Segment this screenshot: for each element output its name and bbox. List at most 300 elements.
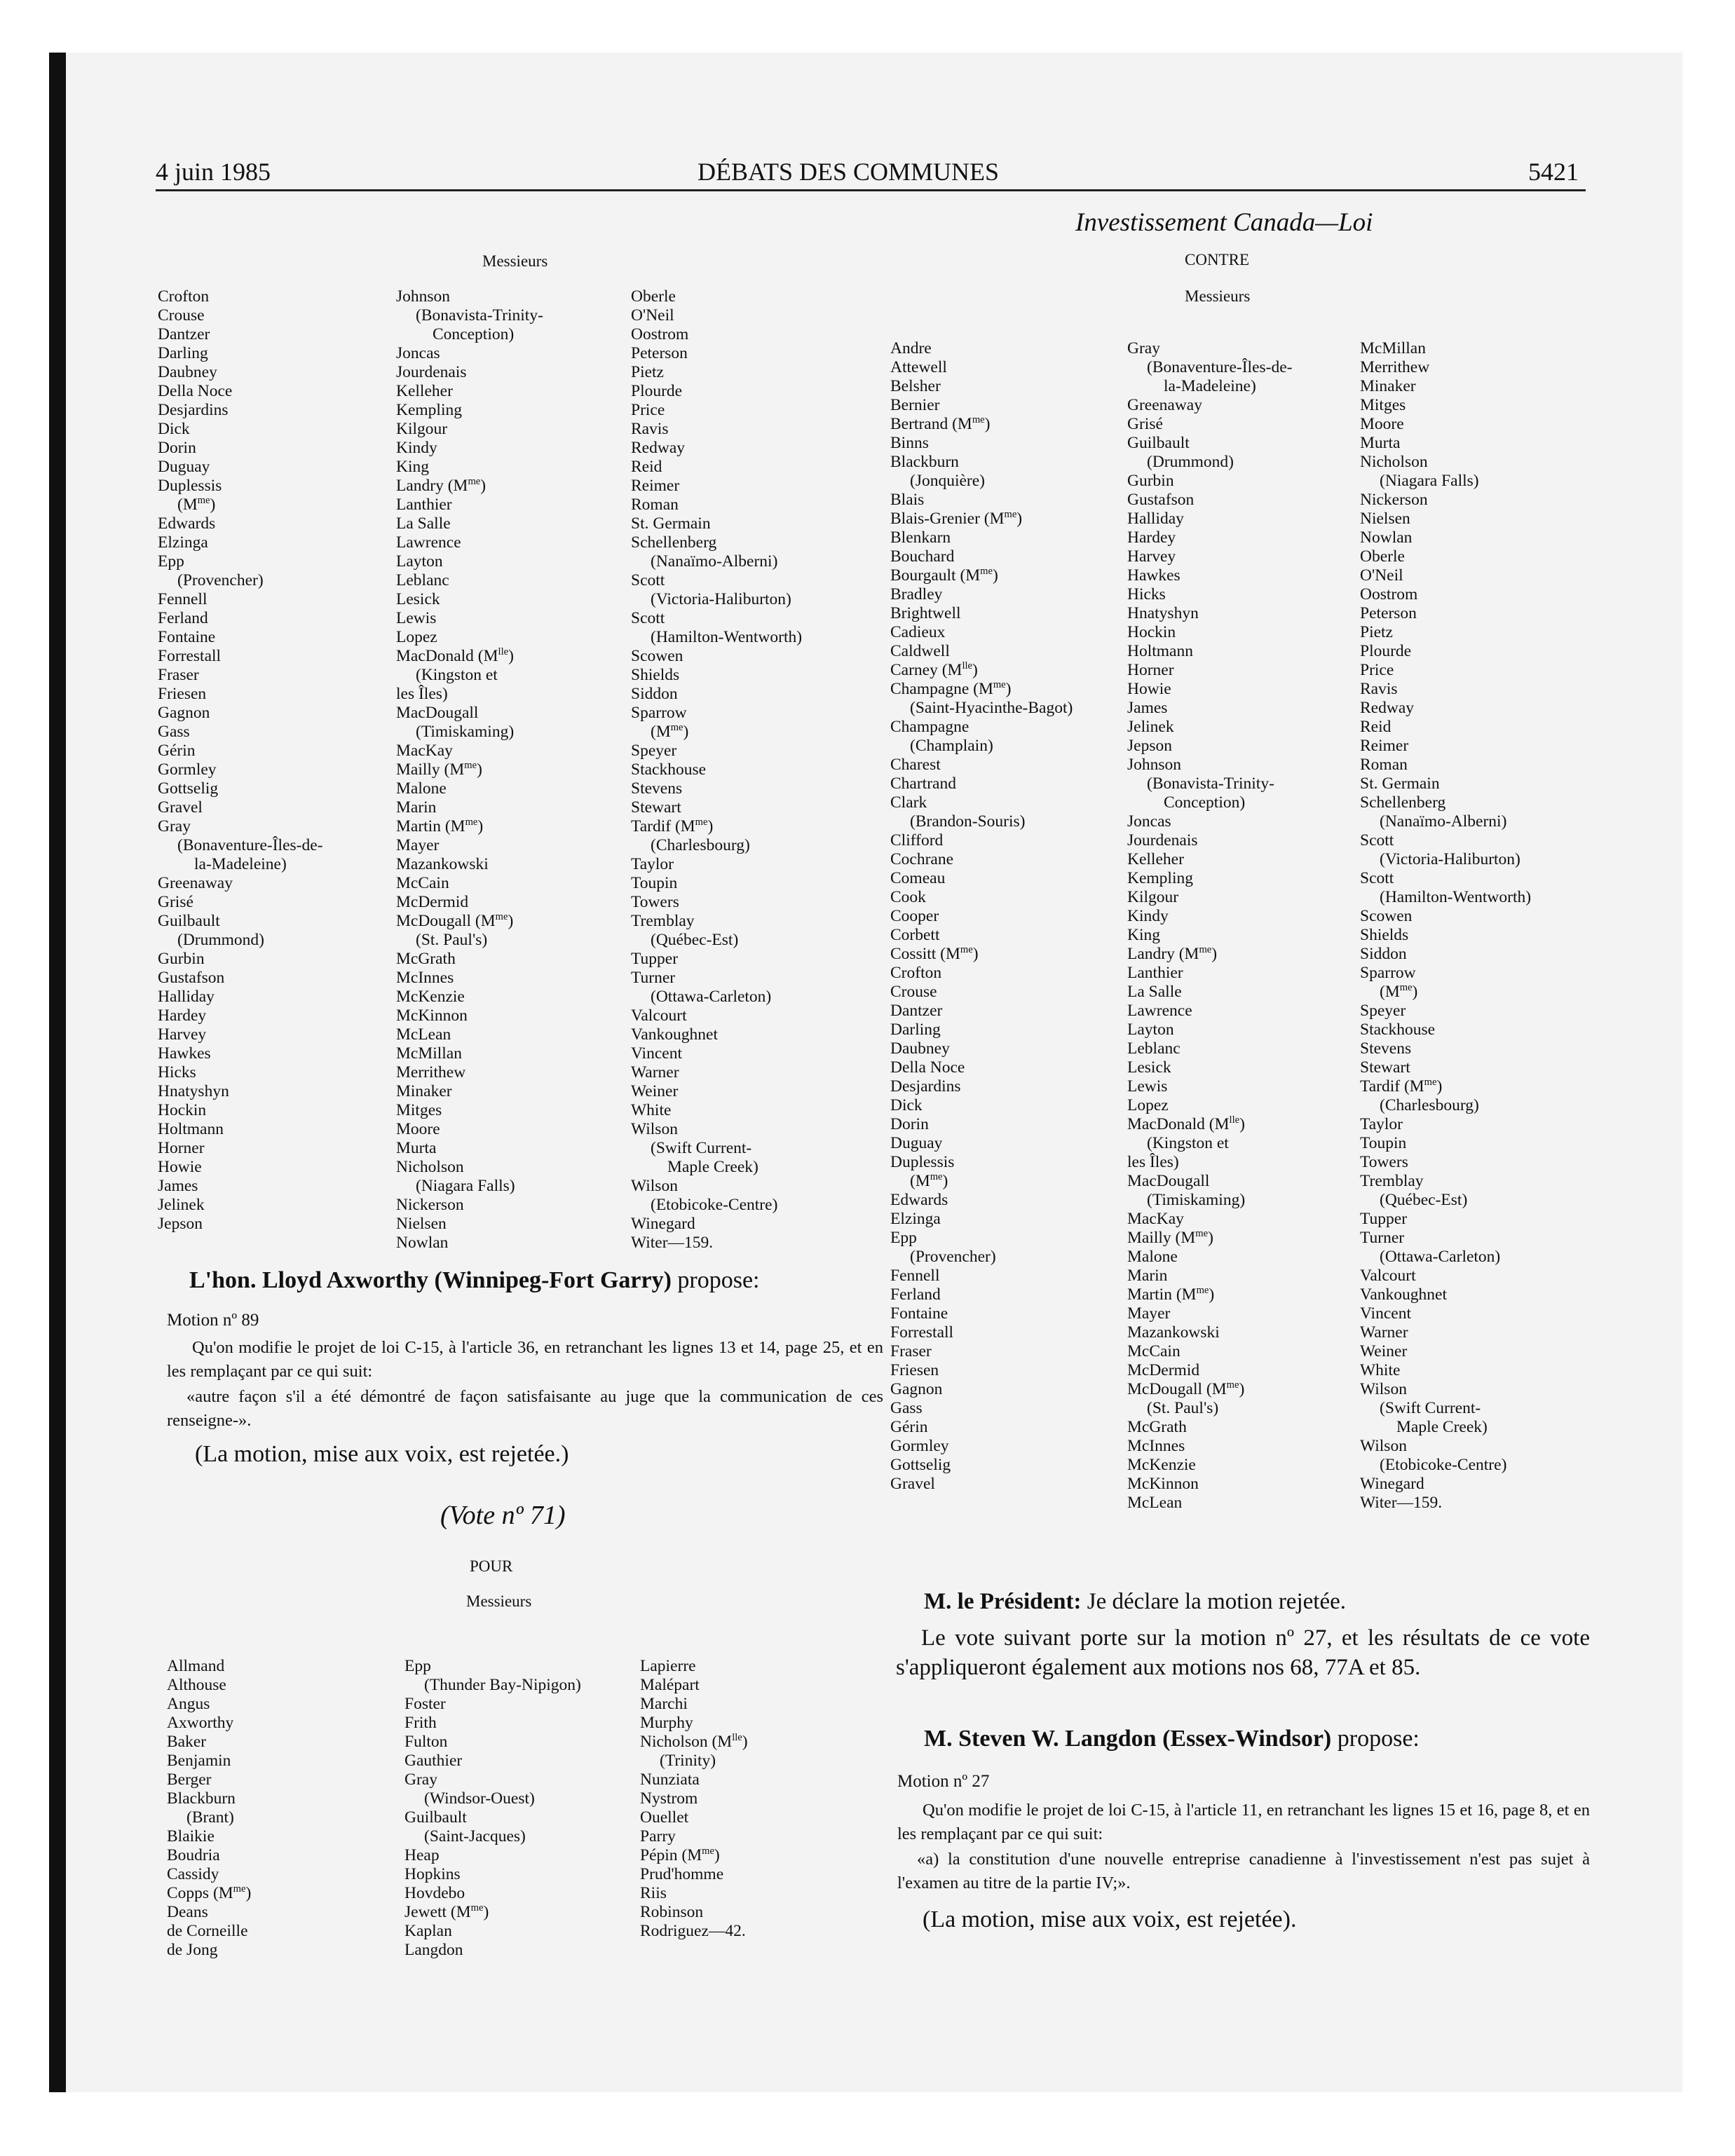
- member-name: Della Noce: [158, 382, 233, 400]
- member-name: (Drummond): [1147, 453, 1234, 471]
- member-name: (Saint-Jacques): [424, 1827, 526, 1845]
- member-name: (Charlesbourg): [1380, 1096, 1479, 1114]
- member-name: (Bonavista-Trinity-: [1147, 775, 1274, 793]
- member-name: (Bonavista-Trinity-: [416, 306, 543, 325]
- member-name: Malone: [1127, 1248, 1178, 1266]
- member-name: Halliday: [1127, 510, 1184, 528]
- member-name: Turner: [631, 969, 676, 987]
- member-name: Cossitt $(M^{me})$: [890, 944, 979, 963]
- member-name: Crofton: [158, 287, 210, 306]
- member-name: Desjardins: [890, 1077, 961, 1096]
- member-name: Towers: [631, 893, 679, 911]
- pour-label: POUR: [470, 1557, 513, 1575]
- member-name: Hopkins: [404, 1865, 461, 1883]
- member-name: Winegard: [631, 1215, 695, 1233]
- member-name: Siddon: [631, 685, 678, 703]
- name-column: [631, 287, 802, 1253]
- member-name: Attewell: [890, 358, 947, 376]
- member-name: Conception): [433, 325, 515, 343]
- member-name: McLean: [396, 1025, 451, 1044]
- member-name: Blenkarn: [890, 528, 951, 547]
- member-name: Stackhouse: [631, 760, 707, 779]
- member-name: Shields: [1360, 926, 1409, 944]
- member-name: McDermid: [1127, 1361, 1200, 1379]
- member-name: Joncas: [1127, 812, 1171, 831]
- member-name: Kelleher: [396, 382, 453, 400]
- name-column: [167, 1657, 251, 1960]
- speaker-verb: propose:: [1337, 1726, 1420, 1752]
- member-name: Siddon: [1360, 945, 1407, 963]
- member-name: Witer—159.: [631, 1234, 714, 1252]
- member-name: Plourde: [1360, 642, 1412, 660]
- member-name: Marchi: [640, 1695, 688, 1713]
- member-name: (Saint-Hyacinthe-Bagot): [910, 699, 1073, 717]
- member-name: Dantzer: [890, 1002, 943, 1020]
- member-name: Champagne: [890, 718, 969, 736]
- member-name: Guilbault: [158, 912, 220, 930]
- member-name: Gray: [158, 817, 191, 835]
- member-name: Johnson: [396, 287, 451, 306]
- member-name: Roman: [631, 496, 679, 514]
- name-column: [158, 287, 322, 1234]
- member-name: Mitges: [1360, 396, 1406, 414]
- member-name: James: [1127, 699, 1168, 717]
- member-name: Jewett $(M^{me})$: [404, 1902, 489, 1921]
- member-name: Axworthy: [167, 1714, 234, 1732]
- member-name: Grisé: [158, 893, 193, 911]
- member-name: Leblanc: [396, 571, 449, 589]
- member-name: (Nanaïmo-Alberni): [651, 552, 778, 571]
- member-name: White: [631, 1101, 672, 1119]
- member-name: Oostrom: [631, 325, 689, 343]
- member-name: la-Madeleine): [1164, 377, 1256, 395]
- member-name: Bernier: [890, 396, 940, 414]
- speaker-name: L'hon. Lloyd Axworthy (Winnipeg-Fort Garry): [189, 1267, 672, 1293]
- member-name: Sparrow: [631, 704, 687, 722]
- member-name: Gérin: [158, 742, 196, 760]
- member-name: de Corneille: [167, 1922, 248, 1940]
- member-name: (Trinity): [660, 1752, 716, 1770]
- member-name: James: [158, 1177, 198, 1195]
- member-name: (Provencher): [177, 571, 264, 589]
- member-name: Plourde: [631, 382, 683, 400]
- motion-result: (La motion, mise aux voix, est rejetée).: [923, 1906, 1297, 1932]
- member-name: Nicholson $(M^{lle})$: [640, 1732, 748, 1751]
- motion-quote: «a) la constitution d'une nouvelle entreprise canadienne à l'investissement n'est pas sujet à l'examen au titre de la partie IV;».: [897, 1850, 1590, 1892]
- member-name: Tupper: [631, 950, 679, 968]
- member-name: Vankoughnet: [631, 1025, 719, 1044]
- member-name: Hnatyshyn: [1127, 604, 1199, 622]
- member-name: Kaplan: [404, 1922, 452, 1940]
- member-name: Fontaine: [158, 628, 216, 646]
- member-name: Stevens: [1360, 1039, 1412, 1058]
- member-name: (Swift Current-: [651, 1139, 752, 1157]
- member-name: $(M^{me})$: [651, 722, 689, 741]
- member-name: Daubney: [890, 1039, 950, 1058]
- member-name: Tupper: [1360, 1210, 1408, 1228]
- member-name: Crouse: [890, 983, 937, 1001]
- member-name: Minaker: [1360, 377, 1416, 395]
- member-name: Lesick: [396, 590, 440, 608]
- member-name: Mayer: [396, 836, 440, 854]
- member-name: Crofton: [890, 964, 942, 982]
- member-name: Harvey: [1127, 547, 1176, 566]
- member-name: Boudria: [167, 1846, 220, 1864]
- member-name: Horner: [1127, 661, 1174, 679]
- vote-title: (Vote nº 71): [440, 1501, 566, 1530]
- member-name: Fennell: [890, 1267, 940, 1285]
- member-name: les Îles): [396, 685, 448, 703]
- member-name: Wilson: [1360, 1380, 1407, 1398]
- member-name: Mazankowski: [396, 855, 489, 873]
- member-name: Gérin: [890, 1418, 928, 1436]
- member-name: Pépin $(M^{me})$: [640, 1845, 720, 1864]
- member-name: Duguay: [158, 458, 210, 476]
- member-name: Clark: [890, 793, 927, 812]
- member-name: Nowlan: [396, 1234, 449, 1252]
- member-name: Malépart: [640, 1676, 700, 1694]
- header-title: DÉBATS DES COMMUNES: [698, 158, 1000, 186]
- member-name: Forrestall: [890, 1323, 954, 1342]
- member-name: Duplessis: [890, 1153, 955, 1171]
- header-rule: [156, 189, 1586, 191]
- speaker-line: [924, 1726, 1420, 1752]
- member-name: McKinnon: [396, 1007, 468, 1025]
- member-name: Sparrow: [1360, 964, 1416, 982]
- member-name: Valcourt: [1360, 1267, 1416, 1285]
- member-name: Benjamin: [167, 1752, 231, 1770]
- member-name: Nowlan: [1360, 528, 1413, 547]
- member-name: Daubney: [158, 363, 217, 381]
- member-name: Witer—159.: [1360, 1494, 1443, 1512]
- member-name: St. Germain: [631, 514, 711, 533]
- member-name: Nickerson: [396, 1196, 464, 1214]
- member-name: Oberle: [1360, 547, 1405, 566]
- member-name: Wilson: [631, 1120, 678, 1138]
- member-name: Ravis: [631, 420, 669, 438]
- member-name: Stewart: [631, 798, 681, 817]
- member-name: McInnes: [1127, 1437, 1185, 1455]
- member-name: McMillan: [396, 1044, 462, 1063]
- member-name: Stewart: [1360, 1058, 1410, 1077]
- member-name: Darling: [158, 344, 208, 362]
- member-name: Oberle: [631, 287, 676, 306]
- member-name: Robinson: [640, 1903, 704, 1921]
- member-name: Scott: [631, 609, 665, 627]
- member-name: Epp: [404, 1657, 431, 1675]
- member-name: O'Neil: [631, 306, 674, 325]
- member-name: Minaker: [396, 1082, 452, 1100]
- messieurs-label: Messieurs: [466, 1592, 532, 1610]
- member-name: Prud'homme: [640, 1865, 724, 1883]
- motion-text: Qu'on modifie le projet de loi C-15, à l'article 11, en retranchant les lignes 15 et 16, page 8, et en les remplaçant par ce qui suit:: [897, 1801, 1590, 1843]
- member-name: Jepson: [158, 1215, 203, 1233]
- member-name: Turner: [1360, 1229, 1405, 1247]
- motion-quote: «autre façon s'il a été démontré de façon satisfaisante au juge que la communication de ces renseigne-».: [167, 1387, 883, 1430]
- member-name: Maple Creek): [667, 1158, 758, 1176]
- member-name: Brightwell: [890, 604, 961, 622]
- section-title: Investissement Canada—Loi: [1075, 208, 1373, 237]
- member-name: Murta: [396, 1139, 437, 1157]
- member-name: Gagnon: [158, 704, 210, 722]
- member-name: Kindy: [1127, 907, 1169, 925]
- member-name: Berger: [167, 1770, 212, 1789]
- member-name: (Victoria-Haliburton): [651, 590, 791, 608]
- member-name: (Timiskaming): [1147, 1191, 1246, 1209]
- member-name: Binns: [890, 434, 929, 452]
- member-name: Fulton: [404, 1733, 448, 1751]
- member-name: Hardey: [1127, 528, 1176, 547]
- member-name: Lesick: [1127, 1058, 1171, 1077]
- member-name: Greenaway: [1127, 396, 1202, 414]
- member-name: Landry $(M^{me})$: [1127, 944, 1218, 963]
- member-name: Tardif $(M^{me})$: [631, 817, 714, 835]
- name-column: [1360, 339, 1531, 1513]
- member-name: (Jonquière): [910, 472, 986, 490]
- member-name: Gurbin: [158, 950, 205, 968]
- member-name: Fontaine: [890, 1304, 948, 1323]
- member-name: Weiner: [631, 1082, 679, 1100]
- member-name: Chartrand: [890, 775, 956, 793]
- speaker-name: M. Steven W. Langdon (Essex-Windsor): [924, 1726, 1332, 1752]
- member-name: Vincent: [631, 1044, 682, 1063]
- member-name: Heap: [404, 1846, 440, 1864]
- member-name: Charest: [890, 756, 941, 774]
- member-name: Weiner: [1360, 1342, 1408, 1360]
- contre-label: CONTRE: [1185, 251, 1249, 268]
- president-paragraph: Le vote suivant porte sur la motion nº 27, et les résultats de ce vote s'appliqueront également aux motions nos 68, 77A et 85.: [896, 1625, 1590, 1680]
- member-name: MacDougall: [1127, 1172, 1210, 1190]
- messieurs-label: Messieurs: [482, 252, 548, 270]
- member-name: Redway: [1360, 699, 1415, 717]
- member-name: Gottselig: [158, 779, 219, 798]
- statement-text: Je déclare la motion rejetée.: [1087, 1589, 1346, 1614]
- member-name: Belsher: [890, 377, 941, 395]
- member-name: Frith: [404, 1714, 437, 1732]
- member-name: Forrestall: [158, 647, 222, 665]
- member-name: Jepson: [1127, 737, 1172, 755]
- member-name: Jelinek: [158, 1196, 205, 1214]
- name-column: [396, 287, 543, 1253]
- member-name: Nunziata: [640, 1770, 700, 1789]
- member-name: Duplessis: [158, 477, 222, 495]
- member-name: McGrath: [1127, 1418, 1187, 1436]
- member-name: Guilbault: [404, 1808, 467, 1827]
- member-name: (Champlain): [910, 737, 993, 755]
- member-name: Layton: [1127, 1021, 1174, 1039]
- member-name: (Swift Current-: [1380, 1399, 1481, 1417]
- member-name: Tremblay: [1360, 1172, 1424, 1190]
- member-name: Moore: [1360, 415, 1404, 433]
- member-name: Scowen: [1360, 907, 1413, 925]
- member-name: Vincent: [1360, 1304, 1411, 1323]
- member-name: Speyer: [631, 742, 677, 760]
- member-name: MacKay: [1127, 1210, 1184, 1228]
- member-name: Blais: [890, 491, 925, 509]
- member-name: Cook: [890, 888, 926, 906]
- member-name: (Québec-Est): [651, 931, 739, 949]
- member-name: Lawrence: [1127, 1002, 1192, 1020]
- member-name: Wilson: [631, 1177, 678, 1195]
- member-name: les Îles): [1127, 1153, 1179, 1171]
- member-name: (Drummond): [177, 931, 265, 949]
- motion-label: Motion nº 27: [897, 1772, 990, 1791]
- name-column: [640, 1657, 748, 1941]
- member-name: Gravel: [158, 798, 203, 817]
- member-name: Kindy: [396, 439, 437, 457]
- member-name: McLean: [1127, 1494, 1183, 1512]
- member-name: Greenaway: [158, 874, 233, 892]
- member-name: (Ottawa-Carleton): [1380, 1248, 1501, 1266]
- member-name: Baker: [167, 1733, 207, 1751]
- member-name: (Brandon-Souris): [910, 812, 1026, 831]
- messieurs-label: Messieurs: [1185, 287, 1251, 305]
- member-name: Nicholson: [1360, 453, 1428, 471]
- member-name: Kilgour: [1127, 888, 1179, 906]
- member-name: Martin $(M^{me})$: [396, 817, 484, 835]
- member-name: Hawkes: [158, 1044, 211, 1063]
- member-name: Langdon: [404, 1941, 463, 1959]
- member-name: Hawkes: [1127, 566, 1181, 585]
- member-name: MacDonald $(M^{lle})$: [1127, 1114, 1245, 1133]
- member-name: Gottselig: [890, 1456, 951, 1474]
- member-name: Friesen: [890, 1361, 939, 1379]
- member-name: McCain: [396, 874, 449, 892]
- member-name: Pietz: [631, 363, 664, 381]
- motion-label: Motion nº 89: [167, 1311, 259, 1330]
- member-name: McCain: [1127, 1342, 1181, 1360]
- member-name: Mitges: [396, 1101, 442, 1119]
- member-name: Althouse: [167, 1676, 226, 1694]
- member-name: McKenzie: [1127, 1456, 1196, 1474]
- member-name: McMillan: [1360, 339, 1426, 357]
- member-name: Howie: [158, 1158, 202, 1176]
- member-name: Nielsen: [396, 1215, 447, 1233]
- member-name: Carney $(M^{lle})$: [890, 660, 978, 679]
- member-name: Pietz: [1360, 623, 1393, 641]
- member-name: Merrithew: [396, 1063, 466, 1082]
- member-name: (Provencher): [910, 1248, 996, 1266]
- member-name: Nielsen: [1360, 510, 1410, 528]
- speaker-verb: propose:: [677, 1267, 760, 1293]
- member-name: Blais-Grenier $(M^{me})$: [890, 509, 1023, 528]
- member-name: Angus: [167, 1695, 210, 1713]
- member-name: Martin $(M^{me})$: [1127, 1285, 1215, 1304]
- member-name: Dantzer: [158, 325, 210, 343]
- member-name: Murphy: [640, 1714, 693, 1732]
- member-name: St. Germain: [1360, 775, 1440, 793]
- member-name: Jourdenais: [1127, 831, 1198, 850]
- member-name: Riis: [640, 1884, 667, 1902]
- member-name: Rodriguez—42.: [640, 1922, 746, 1940]
- member-name: Jelinek: [1127, 718, 1174, 736]
- member-name: Winegard: [1360, 1475, 1424, 1493]
- member-name: Elzinga: [158, 533, 208, 552]
- member-name: Lopez: [1127, 1096, 1169, 1114]
- member-name: Towers: [1360, 1153, 1408, 1171]
- member-name: Mayer: [1127, 1304, 1171, 1323]
- member-name: Ouellet: [640, 1808, 689, 1827]
- member-name: MacDougall: [396, 704, 479, 722]
- member-name: Landry $(M^{me})$: [396, 476, 487, 495]
- member-name: Vankoughnet: [1360, 1285, 1448, 1304]
- member-name: (Charlesbourg): [651, 836, 750, 854]
- member-name: Scott: [1360, 869, 1394, 887]
- member-name: Deans: [167, 1903, 208, 1921]
- member-name: (Kingston et: [1147, 1134, 1229, 1152]
- member-name: Bourgault $(M^{me})$: [890, 566, 998, 585]
- member-name: Reid: [631, 458, 662, 476]
- member-name: Edwards: [158, 514, 216, 533]
- member-name: Taylor: [1360, 1115, 1403, 1133]
- member-name: Della Noce: [890, 1058, 965, 1077]
- member-name: Merrithew: [1360, 358, 1430, 376]
- member-name: Gray: [404, 1770, 437, 1789]
- member-name: (Kingston et: [416, 666, 498, 684]
- member-name: King: [1127, 926, 1160, 944]
- member-name: (Thunder Bay-Nipigon): [424, 1676, 581, 1694]
- member-name: (Etobicoke-Centre): [1380, 1456, 1507, 1474]
- member-name: Murta: [1360, 434, 1401, 452]
- member-name: Dorin: [890, 1115, 929, 1133]
- member-name: $(M^{me})$: [910, 1171, 948, 1190]
- member-name: Oostrom: [1360, 585, 1418, 603]
- member-name: La Salle: [1127, 983, 1182, 1001]
- member-name: Nystrom: [640, 1789, 698, 1808]
- member-name: Crouse: [158, 306, 205, 325]
- member-name: Scott: [631, 571, 665, 589]
- member-name: Grisé: [1127, 415, 1163, 433]
- member-name: (Ottawa-Carleton): [651, 988, 772, 1006]
- member-name: Fraser: [158, 666, 199, 684]
- member-name: Conception): [1164, 793, 1246, 812]
- member-name: Fennell: [158, 590, 207, 608]
- member-name: (Brant): [186, 1808, 234, 1827]
- member-name: Mailly $(M^{me})$: [1127, 1228, 1213, 1247]
- member-name: Price: [1360, 661, 1394, 679]
- member-name: MacKay: [396, 742, 453, 760]
- member-name: White: [1360, 1361, 1401, 1379]
- member-name: Peterson: [631, 344, 688, 362]
- member-name: Nickerson: [1360, 491, 1428, 509]
- member-name: (Niagara Falls): [1380, 472, 1479, 490]
- member-name: Kilgour: [396, 420, 448, 438]
- member-name: Bradley: [890, 585, 943, 603]
- member-name: Stackhouse: [1360, 1021, 1436, 1039]
- member-name: Ferland: [890, 1285, 941, 1304]
- member-name: Elzinga: [890, 1210, 941, 1228]
- member-name: Dick: [158, 420, 190, 438]
- member-name: Taylor: [631, 855, 674, 873]
- page-number: 5421: [1528, 158, 1579, 186]
- member-name: Kempling: [1127, 869, 1193, 887]
- member-name: Blackburn: [167, 1789, 236, 1808]
- member-name: McDougall $(M^{me})$: [1127, 1379, 1245, 1398]
- member-name: Jourdenais: [396, 363, 467, 381]
- member-name: (Québec-Est): [1380, 1191, 1468, 1209]
- member-name: McKenzie: [396, 988, 465, 1006]
- member-name: Hovdebo: [404, 1884, 465, 1902]
- member-name: Mazankowski: [1127, 1323, 1220, 1342]
- member-name: Tremblay: [631, 912, 695, 930]
- member-name: Hockin: [158, 1101, 207, 1119]
- member-name: Joncas: [396, 344, 440, 362]
- member-name: $(M^{me})$: [177, 495, 216, 514]
- member-name: Dick: [890, 1096, 923, 1114]
- member-name: Moore: [396, 1120, 440, 1138]
- member-name: Holtmann: [158, 1120, 224, 1138]
- member-name: Hnatyshyn: [158, 1082, 229, 1100]
